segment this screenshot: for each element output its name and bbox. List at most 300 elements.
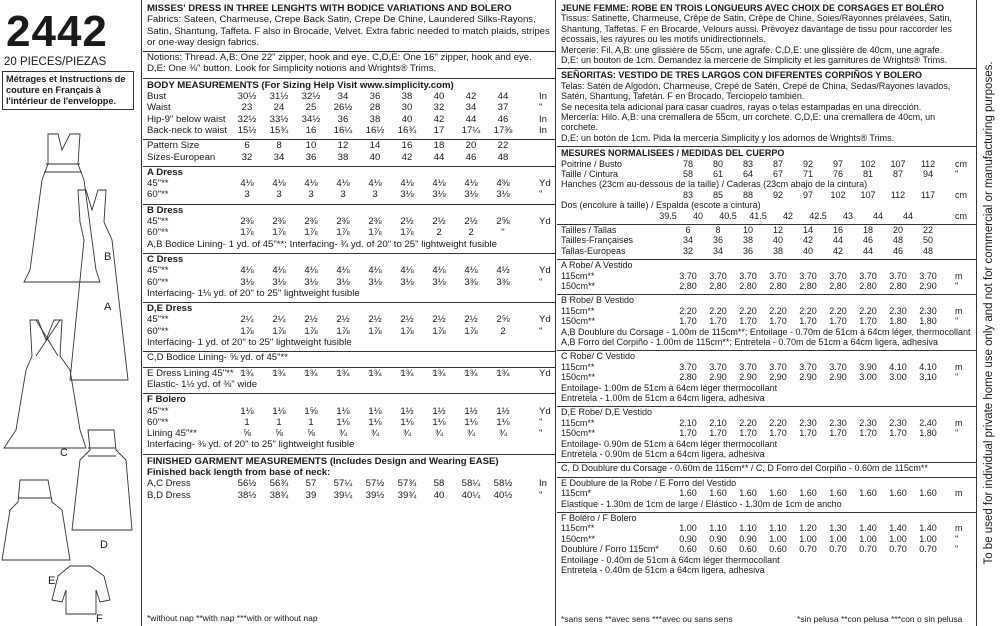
row-value: 1.10 [739, 523, 757, 534]
row-value: 3⅛ [432, 189, 446, 201]
table-row [557, 362, 976, 372]
fr-footnote-right: *sin pelusa **con pelusa ***con o sin pelusa [797, 613, 963, 624]
eng-size-table [143, 140, 555, 163]
row-value: 0.60 [679, 544, 697, 555]
row-value: 12 [772, 225, 783, 236]
row-value: 46 [892, 245, 903, 256]
table-row [143, 478, 555, 489]
row-label: 60"** [147, 227, 169, 239]
row-value: 1.00 [799, 533, 817, 544]
row-value: 87 [892, 169, 903, 180]
table-row [557, 306, 976, 316]
row-value: 1⅞ [432, 325, 446, 337]
row-value: 1.70 [799, 428, 817, 439]
row-value: 78 [682, 158, 693, 169]
dress-d-sketch [72, 430, 132, 530]
row-value: 1 [244, 416, 250, 428]
row-value: 2 [500, 325, 506, 337]
row-unit: In [539, 478, 548, 490]
row-value: 1⅞ [368, 325, 382, 337]
row-value: 1.60 [739, 488, 757, 499]
row-value: 42 [401, 151, 413, 163]
row-value: 4⅛ [272, 178, 286, 190]
es-telas-2: Se necesita tela adicional para casar cuadros, rayas o telas estampadas en una dirección. [561, 101, 922, 112]
row-value: 26½ [333, 102, 353, 114]
row-value: 1.60 [799, 488, 817, 499]
row-value: 1¾ [304, 367, 318, 379]
row-value: 3⅜ [496, 276, 510, 288]
row-unit: " [955, 316, 959, 327]
row-unit: Yd [539, 265, 551, 277]
table-row [143, 277, 555, 288]
row-value: 22 [497, 140, 509, 152]
row-value: 3.10 [919, 372, 937, 383]
row-value: 4⅛ [304, 178, 318, 190]
row-value: 4⅛ [240, 265, 254, 277]
row-unit: Yd [539, 178, 551, 190]
table-row [557, 544, 976, 554]
row-value: 1¾ [432, 367, 446, 379]
table-row [557, 225, 976, 235]
english-column [143, 0, 556, 626]
row-value: 1½ [400, 405, 414, 417]
fr-elastique: Elastique - 1.30m de 1cm de large / Elástico - 1.30m de 1cm de ancho [561, 498, 842, 509]
row-value: 1⅛ [496, 416, 510, 428]
row-value: 2.20 [859, 305, 877, 316]
row-value: 46 [465, 151, 477, 163]
table-row [557, 316, 976, 326]
row-value: 3.70 [799, 270, 817, 281]
fr-bolero-table [557, 523, 976, 554]
row-value: 38 [772, 245, 783, 256]
table-row [143, 140, 555, 151]
es-telas: Telas: Satén de Algodón, Charmeuse, Crepé de Satén, Crepé de China, Sedas/Rayones lavados, Satén, Shantung, Tafetán. F en Brocado, Terciopelo también. [561, 80, 951, 102]
row-value: 3.70 [739, 270, 757, 281]
row-value: 2¼ [272, 314, 286, 326]
row-unit: In [539, 91, 548, 103]
row-value: 1¾ [336, 367, 350, 379]
row-value: 37 [497, 102, 509, 114]
row-value: 1.70 [679, 316, 697, 327]
table-row [143, 227, 555, 238]
row-value: 0.70 [859, 544, 877, 555]
row-value: ¾ [434, 428, 443, 440]
row-value: 1⅞ [240, 325, 254, 337]
row-value: 34 [682, 235, 693, 246]
row-value: 2.30 [889, 305, 907, 316]
row-value: 2 [468, 227, 474, 239]
row-value: 39 [305, 489, 317, 501]
row-label: 45"** [147, 216, 169, 228]
pieces-count: 20 PIECES/PIEZAS [4, 56, 107, 68]
row-value: 1½ [496, 405, 510, 417]
row-value: 40 [401, 113, 413, 125]
row-value: 3⅛ [272, 276, 286, 288]
row-value: 1.00 [919, 533, 937, 544]
table-row [557, 534, 976, 544]
row-value: 2⅝ [496, 314, 510, 326]
row-value: 34½ [301, 113, 321, 125]
row-value: 4⅛ [336, 265, 350, 277]
row-unit: m [955, 417, 963, 428]
row-value: 1.00 [769, 533, 787, 544]
row-unit: m [955, 488, 963, 499]
table-row [143, 178, 555, 189]
row-value: 2.20 [769, 305, 787, 316]
table-row [557, 372, 976, 382]
row-value: 58¼ [461, 478, 481, 490]
row-value: 1¾ [368, 367, 382, 379]
block-note: A,B Forro del Corpiño - 1.00m de 115cm**; Entretela - 0.70m de 51cm a 64cm ligera, adhesiva [561, 337, 939, 348]
row-value: 2.30 [799, 417, 817, 428]
table-row [557, 246, 976, 256]
table-row [557, 211, 976, 221]
eng-finished-table [143, 478, 555, 501]
row-value: 2.90 [829, 372, 847, 383]
row-value: 0.90 [739, 533, 757, 544]
row-value: 71 [802, 169, 813, 180]
row-value: 1.70 [739, 316, 757, 327]
row-value: 15½ [237, 124, 257, 136]
row-value: 61 [712, 169, 723, 180]
fr-size-table [557, 225, 976, 256]
row-value: 38 [369, 113, 381, 125]
row-value: 20 [465, 140, 477, 152]
row-value: 1.70 [859, 316, 877, 327]
row-unit: " [955, 281, 959, 292]
row-value: 2½ [464, 216, 478, 228]
row-value: 0.60 [769, 544, 787, 555]
table-row [557, 159, 976, 169]
row-value: 2½ [400, 314, 414, 326]
row-value: 1.10 [709, 523, 727, 534]
dress-e-sketch [2, 480, 70, 560]
row-label: 150cm** [561, 316, 596, 327]
row-value: 1.00 [859, 533, 877, 544]
row-value: 92 [802, 158, 813, 169]
row-value: 3⅛ [240, 276, 254, 288]
row-value: 1⅛ [368, 405, 382, 417]
row-value: 3⅛ [464, 189, 478, 201]
table-row [557, 428, 976, 438]
row-label: Back-neck to waist [147, 124, 227, 136]
view-label-b: B [104, 251, 112, 263]
row-value: 1¾ [272, 367, 286, 379]
row-value: 36 [742, 245, 753, 256]
row-value: 1.00 [829, 533, 847, 544]
row-value: 0.60 [739, 544, 757, 555]
row-label: 45"** [147, 178, 169, 190]
row-value: 3⅛ [496, 189, 510, 201]
row-value: 2.90 [739, 372, 757, 383]
row-value: 4⅛ [464, 178, 478, 190]
fr-tissus: Tissus: Satinette, Charmeuse, Crêpe de Satin, Crêpe de Chine, Soies/Rayonnes prélavées, Satin, Shantung, Taffetas. F en Brocarde, Velours aussi. Prévoyez davantage de tissu pour raccorder les écossais, les rayures ou les motifs unidirectionnels. [561, 13, 952, 45]
row-label: 60"** [147, 189, 169, 201]
row-unit: " [539, 102, 543, 114]
fr-footnote-left: *sans sens **avec sens ***avec ou sans sens [561, 613, 733, 624]
row-value: 2⅜ [368, 216, 382, 228]
row-unit: " [955, 372, 959, 383]
row-value: 16 [305, 124, 317, 136]
row-unit: In [539, 124, 548, 136]
row-label: E Dress Lining 45"** [147, 367, 234, 379]
row-value: 32 [433, 102, 445, 114]
table-row [143, 152, 555, 163]
row-value: 1.70 [889, 428, 907, 439]
row-value: 1⅞ [272, 325, 286, 337]
row-value: 2.20 [769, 417, 787, 428]
row-value: 16 [401, 140, 413, 152]
row-value: 4⅛ [272, 265, 286, 277]
row-value: 3.70 [889, 270, 907, 281]
row-value: 6 [244, 140, 250, 152]
row-value: 10 [305, 140, 317, 152]
row-value: 34 [712, 245, 723, 256]
table-row [143, 216, 555, 227]
row-value: 2.80 [679, 372, 697, 383]
row-value: 1⅝ [304, 405, 318, 417]
row-value: 42 [802, 235, 813, 246]
row-value: 1⅞ [272, 227, 286, 239]
row-value: 4⅛ [400, 265, 414, 277]
eng-footnote: *without nap **with nap ***with or without nap [147, 612, 318, 623]
row-label: 150cm** [561, 428, 596, 439]
row-value: 2⅜ [240, 216, 254, 228]
fr-e-doublure-row [557, 488, 976, 498]
row-value: 4⅛ [304, 265, 318, 277]
fr-measure-table [557, 159, 976, 180]
side-notice: To be used for individual private home use only and not for commercial or manufacturing purposes. [983, 61, 995, 565]
row-label: 115cm** [561, 270, 595, 281]
row-value: 1.70 [769, 316, 787, 327]
row-value: 88 [742, 189, 753, 200]
row-value: 1⅛ [240, 405, 254, 417]
row-unit: Yd [539, 405, 551, 417]
row-value: 2.80 [859, 281, 877, 292]
row-value: 1.60 [919, 488, 937, 499]
row-label: 150cm** [561, 372, 596, 383]
row-value: 4.10 [889, 361, 907, 372]
row-value: 32 [241, 151, 253, 163]
eng-body-heading: BODY MEASUREMENTS (For Sizing Help Visit www.simplicity.com) [147, 79, 454, 91]
row-unit: m [955, 523, 963, 534]
row-value: 8 [715, 225, 721, 236]
row-value: 1.60 [889, 488, 907, 499]
row-value: 1⅛ [432, 416, 446, 428]
fr-hanches-label: Hanches (23cm au-dessous de la taille) / Caderas (23cm abajo de la cintura) [561, 179, 868, 190]
table-row [143, 91, 555, 102]
row-label: Hip-9" below waist [147, 113, 226, 125]
eng-notions-2: D,E: One ⅜" button. Look for Simplicity notions and Wrights® Trims. [147, 63, 437, 75]
row-value: 1⅞ [400, 227, 414, 239]
table-row [143, 114, 555, 125]
row-value: 2½ [368, 314, 382, 326]
row-value: 40 [433, 489, 445, 501]
row-value: 46 [497, 113, 509, 125]
row-value: 40 [692, 210, 703, 221]
row-label: Taille / Cintura [561, 169, 619, 180]
row-value: 0.90 [709, 533, 727, 544]
row-label: Poitrine / Busto [561, 158, 623, 169]
row-value: 2½ [400, 216, 414, 228]
row-label: 45"** [147, 314, 169, 326]
row-value: 3.70 [679, 270, 697, 281]
row-value: 1.60 [769, 488, 787, 499]
row-value: 0.70 [919, 544, 937, 555]
row-value: 17 [433, 124, 445, 136]
row-value: 2⅜ [304, 216, 318, 228]
block-note: Interfacing- ⅜ yd. of 20" to 25" lightweight fusible [147, 439, 355, 451]
block-note: A,B Bodice Lining- 1 yd. of 45"**; Interfacing- ¾ yd. of 20" to 25" lightweight fusible [147, 238, 497, 250]
row-value: 30½ [237, 91, 257, 103]
row-value: 3⅛ [400, 189, 414, 201]
row-value: 3.70 [709, 270, 727, 281]
table-row [143, 417, 555, 428]
row-value: 36 [712, 235, 723, 246]
row-label: Bust [147, 91, 167, 103]
row-value: 3.70 [919, 270, 937, 281]
row-value: 34 [337, 91, 349, 103]
row-value: 92 [772, 189, 783, 200]
row-value: 1⅞ [240, 227, 254, 239]
row-value: 3⅛ [304, 276, 318, 288]
left-panel [0, 0, 142, 626]
row-value: 1.60 [679, 488, 697, 499]
row-label: Sizes-European [147, 151, 216, 163]
row-value: 112 [890, 189, 906, 200]
row-value: 2.80 [679, 281, 697, 292]
row-value: 48 [892, 235, 903, 246]
table-row [557, 488, 976, 498]
row-value: 44 [902, 210, 913, 221]
fr-title: JEUNE FEMME: ROBE EN TROIS LONGUEURS AVEC CHOIX DE CORSAGES ET BOLÉRO [561, 3, 945, 13]
row-value: 2.20 [679, 305, 697, 316]
row-label: Pattern Size [147, 140, 200, 152]
eng-body-table [143, 91, 555, 136]
row-value: 40½ [493, 489, 513, 501]
row-value: 4⅛ [432, 265, 446, 277]
row-value: 3⅛ [432, 276, 446, 288]
row-value: 97 [832, 158, 843, 169]
row-value: 2.30 [829, 417, 847, 428]
row-value: 1.80 [919, 428, 937, 439]
row-value: " [501, 227, 505, 239]
row-value: 97 [802, 189, 813, 200]
row-value: 14 [369, 140, 381, 152]
row-value: 1.60 [829, 488, 847, 499]
row-label: Tailles / Tallas [561, 225, 617, 236]
table-row [557, 190, 976, 200]
row-value: 1.70 [859, 428, 877, 439]
row-value: 1¾ [400, 367, 414, 379]
row-value: 1.80 [919, 316, 937, 327]
bolero-f-sketch [52, 566, 110, 614]
row-unit: m [955, 305, 963, 316]
row-value: 30 [401, 102, 413, 114]
row-value: 1⅞ [336, 325, 350, 337]
row-value: 40¼ [461, 489, 481, 501]
row-value: 16 [832, 225, 843, 236]
row-value: 4⅛ [368, 178, 382, 190]
table-row [143, 189, 555, 200]
row-value: 44 [862, 245, 873, 256]
row-value: 83 [742, 158, 753, 169]
row-value: 1¾ [240, 367, 254, 379]
row-unit: " [955, 428, 959, 439]
row-value: 4⅜ [496, 178, 510, 190]
row-value: 1⅞ [304, 227, 318, 239]
row-value: 36 [337, 113, 349, 125]
row-value: 40 [772, 235, 783, 246]
table-row [143, 490, 555, 501]
view-label-f: F [96, 613, 103, 625]
table-row [557, 281, 976, 291]
row-value: 2.20 [709, 305, 727, 316]
row-unit: " [539, 416, 543, 428]
row-value: 3.70 [799, 361, 817, 372]
row-value: 38¾ [269, 489, 289, 501]
row-value: 80 [712, 158, 723, 169]
row-value: 34 [465, 102, 477, 114]
row-value: 17⅜ [493, 124, 513, 136]
row-value: 3 [244, 189, 250, 201]
row-value: 2⅜ [272, 216, 286, 228]
row-value: 17¼ [461, 124, 481, 136]
row-value: 3⅛ [368, 276, 382, 288]
row-value: 3.00 [859, 372, 877, 383]
row-value: 58 [682, 169, 693, 180]
row-label: B,D Dress [147, 489, 191, 501]
row-value: 18 [862, 225, 873, 236]
row-label: 150cm** [561, 533, 596, 544]
eng-yardage [143, 167, 555, 352]
row-label: Tallas-Europeas [561, 245, 626, 256]
table-row [557, 235, 976, 245]
row-value: 33½ [269, 113, 289, 125]
row-value: 1.30 [829, 523, 847, 534]
fr-bolero-title: F Boléro / F Bolero [561, 513, 637, 524]
row-value: 1.70 [799, 316, 817, 327]
row-value: 67 [772, 169, 783, 180]
dress-a-sketch [70, 190, 128, 380]
row-value: 0.70 [799, 544, 817, 555]
row-value: 4⅛ [400, 178, 414, 190]
row-value: 4⅛ [464, 265, 478, 277]
row-label: 115cm** [561, 523, 595, 534]
row-value: 2.30 [859, 417, 877, 428]
row-value: 2¼ [240, 314, 254, 326]
row-value: 2½ [432, 216, 446, 228]
row-value: 57¾ [397, 478, 417, 490]
row-value: 14 [802, 225, 813, 236]
fr-yardage [557, 260, 976, 463]
row-value: 1⅛ [368, 416, 382, 428]
row-value: 1⅛ [464, 416, 478, 428]
row-value: ¾ [370, 428, 379, 440]
row-value: 2½ [336, 314, 350, 326]
row-value: 38 [337, 151, 349, 163]
row-value: 1.40 [919, 523, 937, 534]
block-title: D,E Dress [147, 303, 193, 315]
row-value: 1.10 [769, 523, 787, 534]
row-value: 64 [742, 169, 753, 180]
row-value: 3.70 [859, 270, 877, 281]
table-row [143, 265, 555, 276]
dress-b-sketch [24, 134, 100, 282]
row-value: 3.70 [679, 361, 697, 372]
row-value: 44 [433, 151, 445, 163]
row-label: 115cm** [561, 305, 595, 316]
